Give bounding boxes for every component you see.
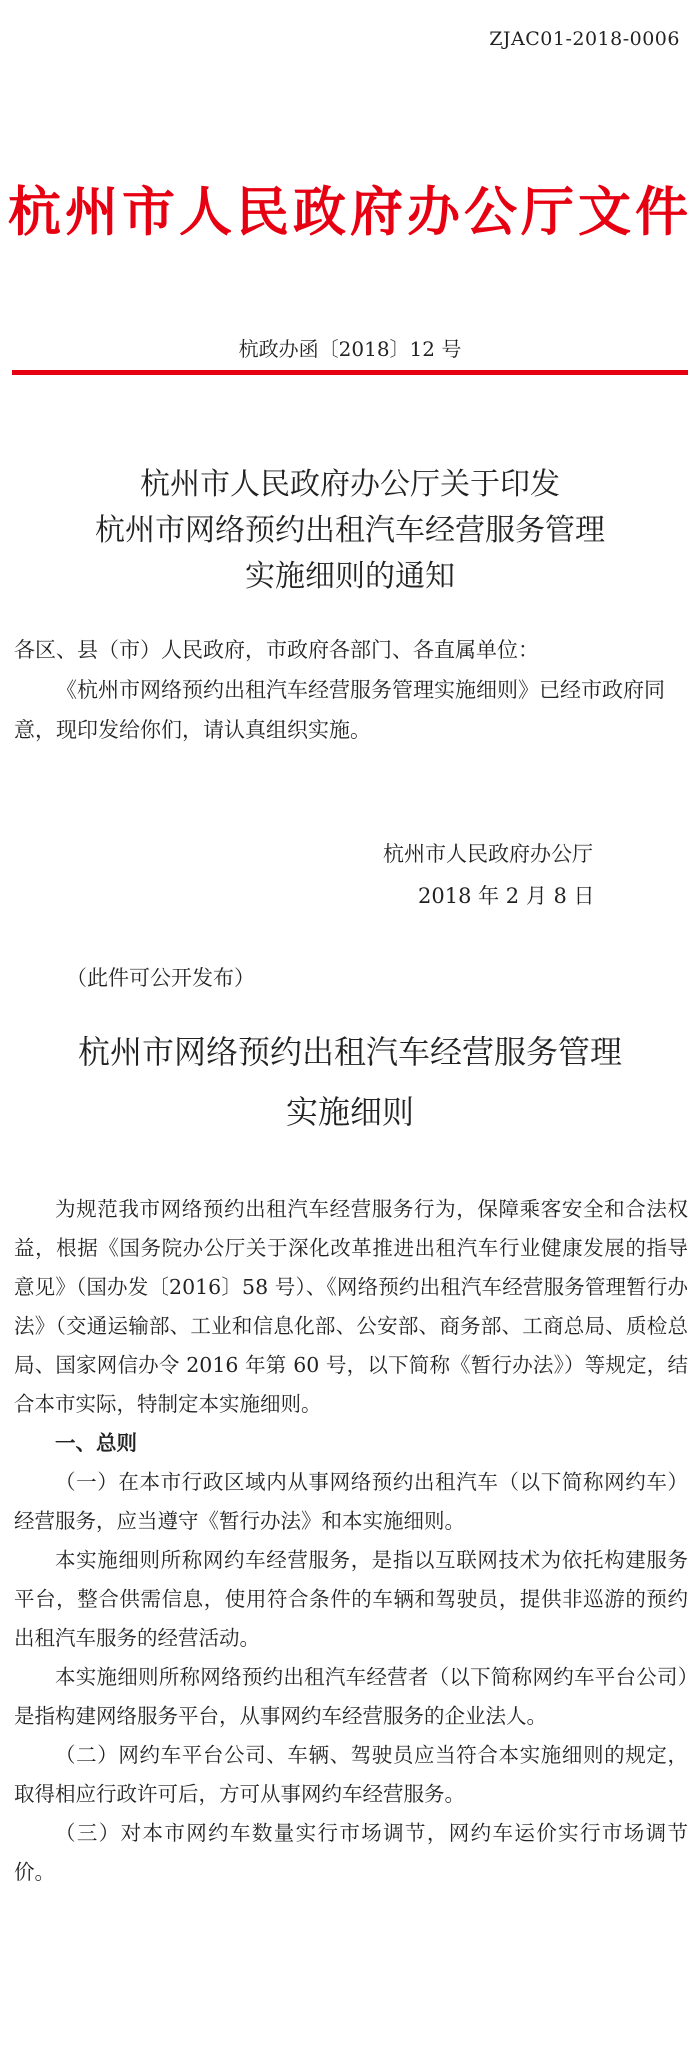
notice-title-line-3: 实施细则的通知 — [245, 559, 455, 594]
issuer-signature: 杭州市人民政府办公厅 — [383, 842, 593, 866]
notice-title-line-1: 杭州市人民政府办公厅关于印发 — [140, 467, 560, 502]
issue-date: 2018 年 2 月 8 日 — [418, 884, 595, 908]
rules-title — [0, 1022, 700, 1142]
document-header-title: 杭州市人民政府办公厅文件 — [8, 182, 692, 243]
notice-title — [0, 462, 700, 600]
paragraph-item-3: （三）对本市网约车数量实行市场调节，网约车运价实行市场调节价。 — [14, 1821, 688, 1884]
rules-title-line-2: 实施细则 — [285, 1093, 414, 1131]
document-number: 杭政办函〔2018〕12 号 — [238, 337, 462, 361]
public-note: （此件可公开发布） — [66, 966, 255, 990]
paragraph-intro: 为规范我市网络预约出租汽车经营服务行为，保障乘客安全和合法权益，根据《国务院办公厅关于深化改革推进出租汽车行业健康发展的指导意见》（国办发〔2016〕58 号）、《网络预约出租汽车经营服务管理暂行办法》（交通运输部、工业和信息化部、公安部、商务部、工商总局、质检总局、国家网信办令 2016 年第 60 号，以下简称《暂行办法》）等规定，结合本市实际，特制定本实施细则。 — [14, 1197, 688, 1416]
paragraph-item-2: （二）网约车平台公司、车辆、驾驶员应当符合本实施细则的规定，取得相应行政许可后，方可从事网约车经营服务。 — [14, 1743, 688, 1806]
notice-body: 《杭州市网络预约出租汽车经营服务管理实施细则》已经市政府同意，现印发给你们，请认真组织实施。 — [14, 678, 665, 742]
paragraph-item-1: （一）在本市行政区域内从事网络预约出租汽车（以下简称网约车）经营服务，应当遵守《暂行办法》和本实施细则。 — [14, 1470, 688, 1533]
rules-title-line-1: 杭州市网络预约出租汽车经营服务管理 — [77, 1033, 622, 1071]
notice-title-line-2: 杭州市网络预约出租汽车经营服务管理 — [95, 513, 605, 548]
header-red-divider — [12, 370, 688, 375]
paragraph-item-1-definition-2: 本实施细则所称网络预约出租汽车经营者（以下简称网约车平台公司）是指构建网络服务平台，从事网约车经营服务的企业法人。 — [14, 1665, 688, 1728]
addressee: 各区、县（市）人民政府，市政府各部门、各直属单位： — [14, 638, 539, 662]
paragraph-item-1-definition-1: 本实施细则所称网约车经营服务，是指以互联网技术为依托构建服务平台，整合供需信息，使用符合条件的车辆和驾驶员，提供非巡游的预约出租汽车服务的经营活动。 — [14, 1548, 688, 1650]
section-heading-general: 一、总则 — [55, 1431, 137, 1455]
document-code: ZJAC01-2018-0006 — [489, 28, 680, 50]
rules-body — [14, 1190, 688, 1892]
